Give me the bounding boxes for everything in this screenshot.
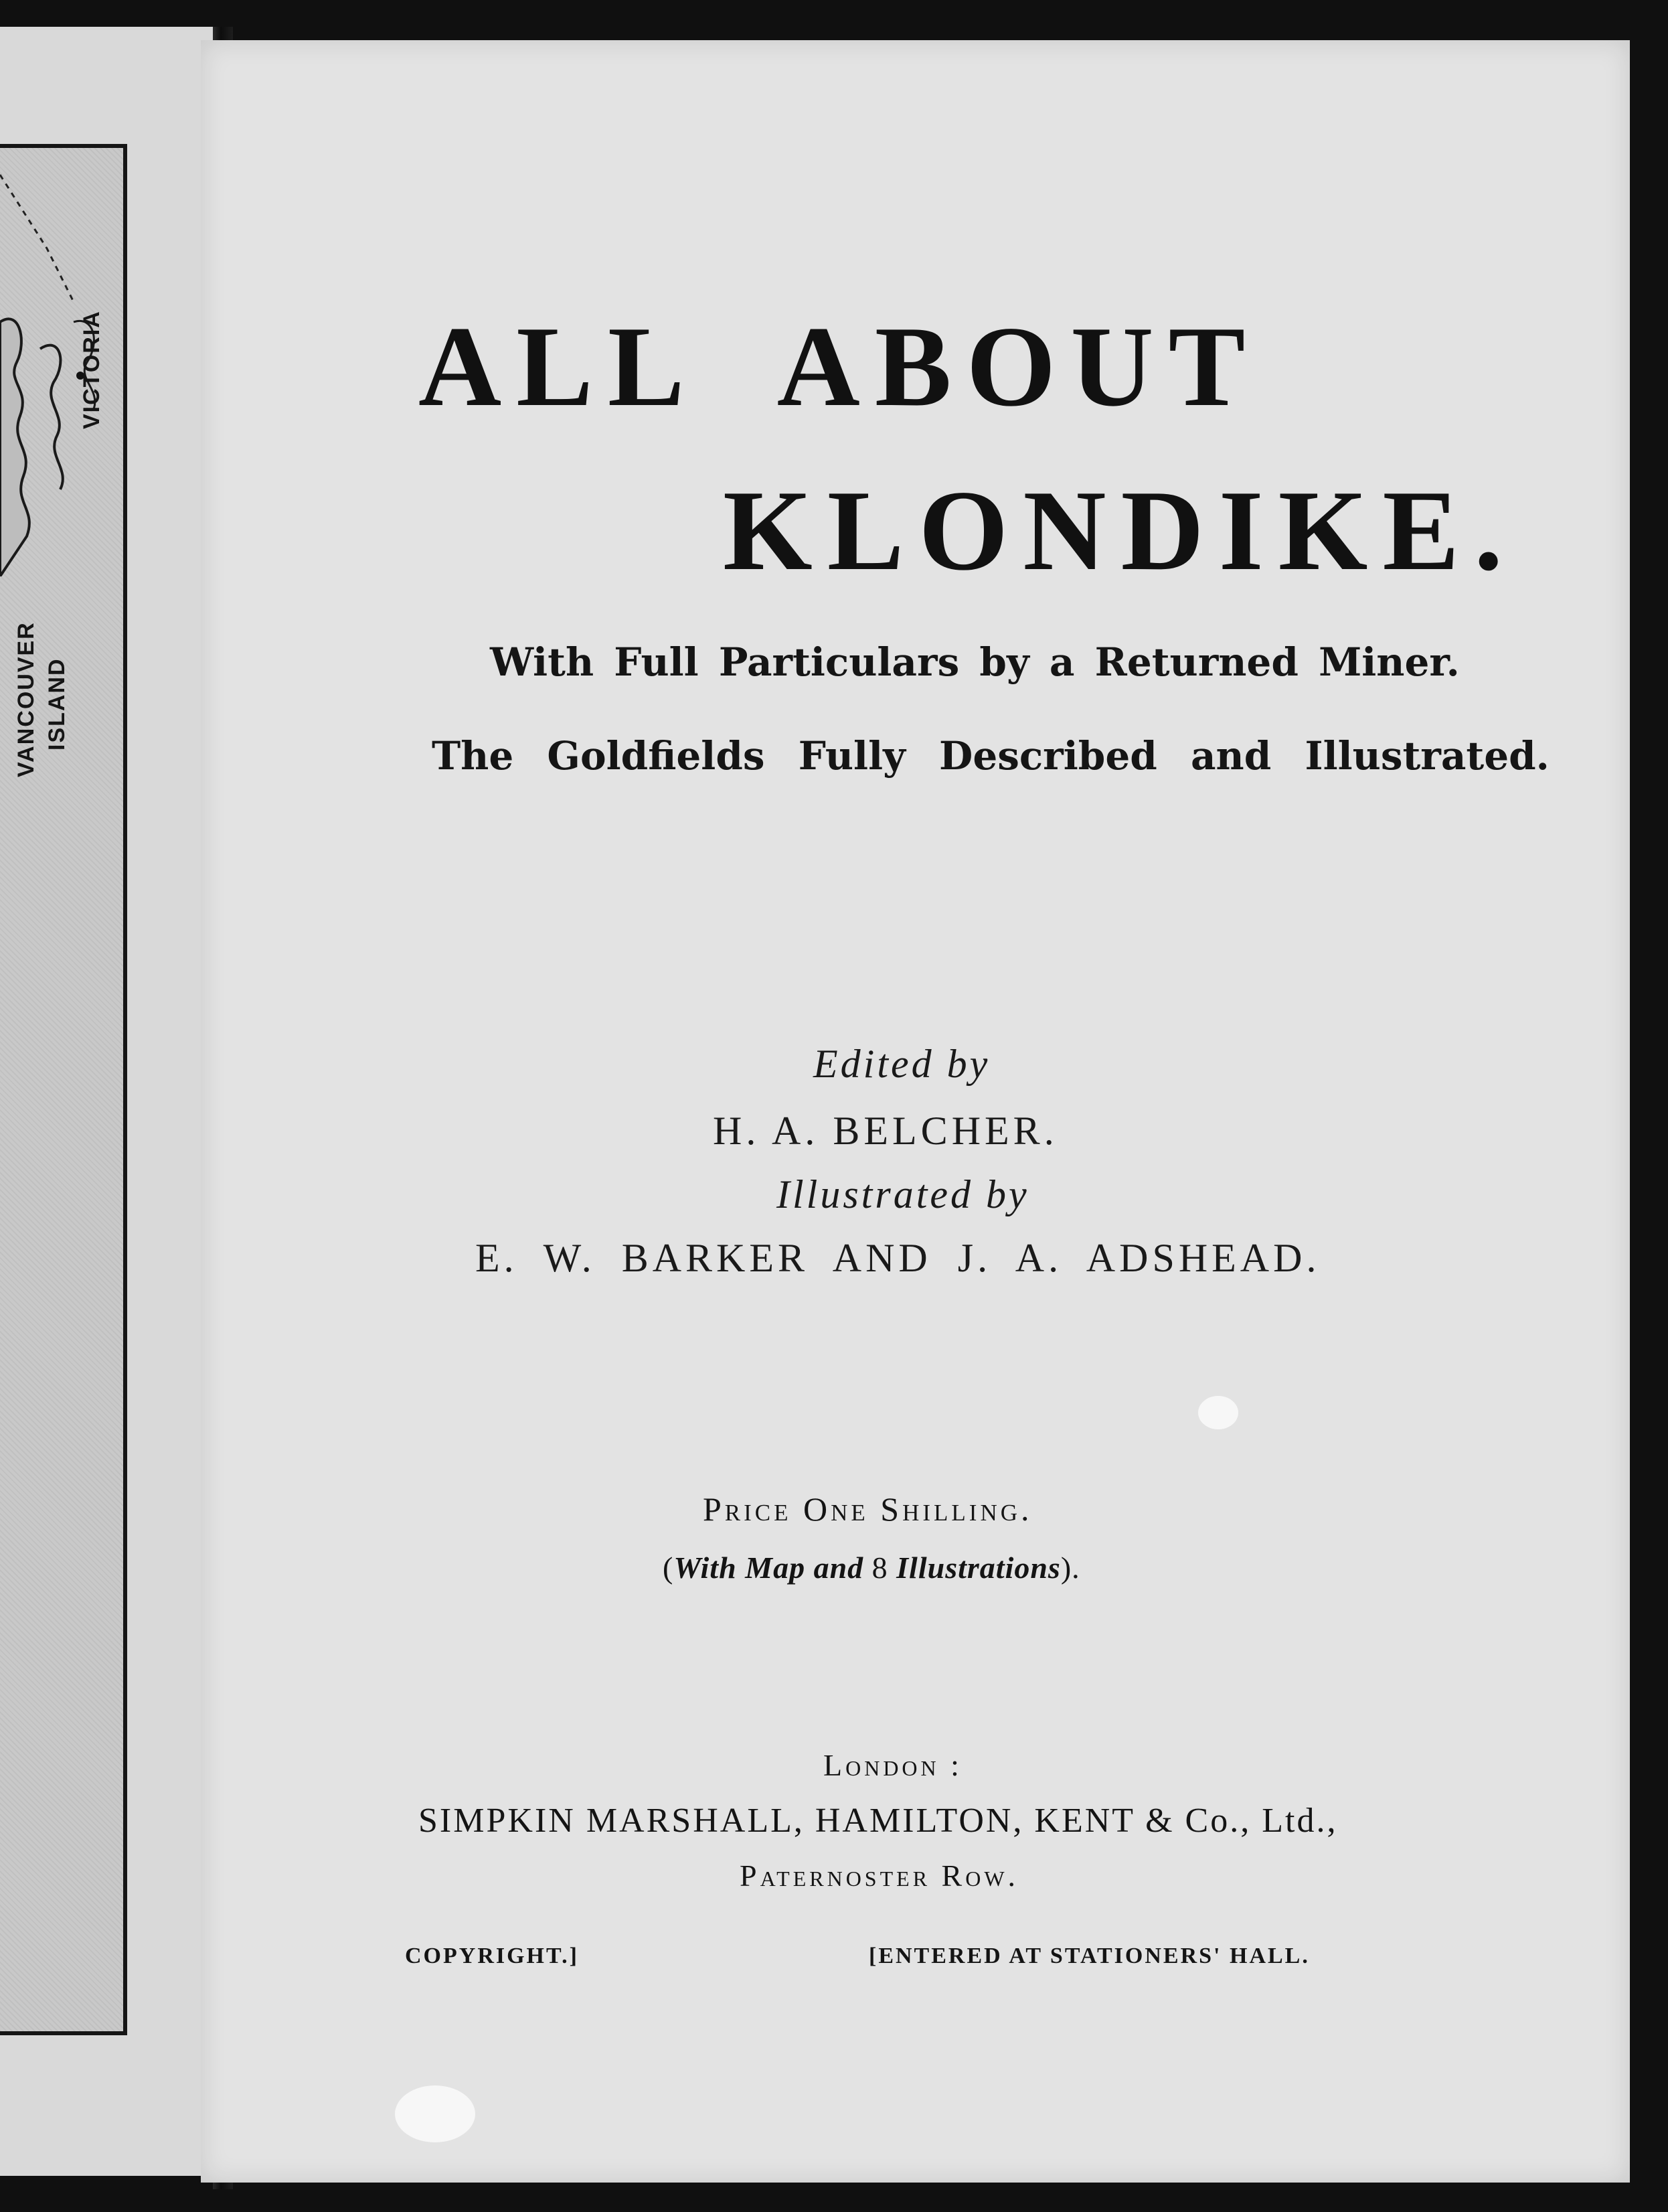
map-label-island: ISLAND [44, 657, 70, 750]
imprint-address: Paternoster Row. [740, 1859, 1019, 1893]
price-note-italic-2: Illustrations [896, 1551, 1061, 1585]
paper-blemish-2 [395, 2085, 475, 2142]
illustrated-by-label: Illustrated by [776, 1172, 1029, 1216]
price-line: Price One Shilling. [703, 1490, 1033, 1528]
title-line-1: ALL ABOUT [418, 303, 1260, 430]
price-note [663, 1550, 1080, 1585]
paper-blemish [1198, 1396, 1238, 1429]
price-note-number: 8 [863, 1551, 897, 1585]
title-page [201, 40, 1630, 2183]
price-note-close: ). [1060, 1551, 1080, 1585]
copyright-note: COPYRIGHT.] [405, 1944, 579, 1968]
imprint-publisher: SIMPKIN MARSHALL, HAMILTON, KENT & Co., Ltd., [418, 1802, 1338, 1840]
title-line-2: KLONDIKE. [723, 467, 1518, 595]
entered-note: [ENTERED AT STATIONERS' HALL. [869, 1944, 1310, 1968]
price-note-italic: With Map and [673, 1551, 864, 1585]
map-label-vancouver: VANCOUVER [13, 621, 39, 777]
map-label-victoria: VICTORIA [79, 310, 104, 429]
illustrator-names: E. W. BARKER AND J. A. ADSHEAD. [475, 1236, 1321, 1280]
subtitle-line-1: With Full Particulars by a Returned Miner. [490, 639, 1460, 685]
editor-name: H. A. BELCHER. [713, 1109, 1058, 1153]
imprint-city: London : [823, 1748, 963, 1782]
map-fragment [0, 144, 127, 2035]
price-note-open: ( [663, 1551, 674, 1585]
edited-by-label: Edited by [813, 1042, 991, 1086]
subtitle-line-2: The Goldfields Fully Described and Illustrated. [432, 733, 1550, 779]
facing-page [0, 27, 213, 2176]
